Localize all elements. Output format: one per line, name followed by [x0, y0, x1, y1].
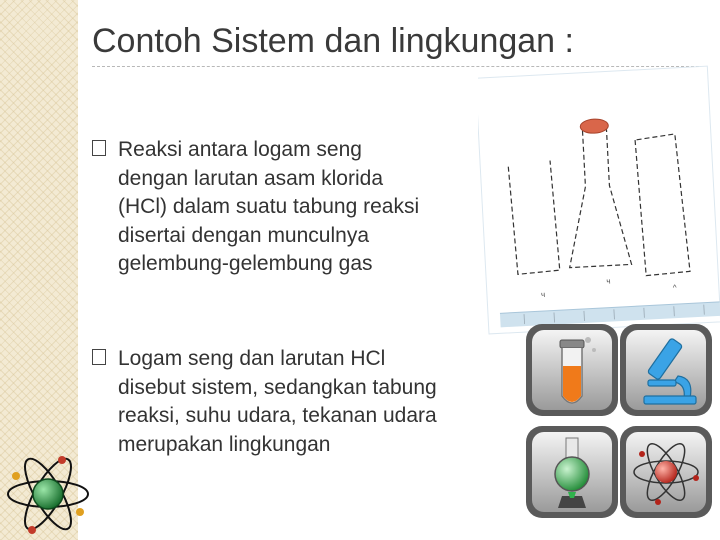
atom-icon [620, 426, 712, 518]
bullet-text: Logam seng dan larutan HCl disebut sistem, sedangkan tabung reaksi, suhu udara, tekanan udara merupakan lingkungan [118, 347, 437, 456]
microscope-icon [620, 324, 712, 416]
test-tube-icon [526, 324, 618, 416]
science-icon-tiles [498, 318, 720, 540]
slide-title: Contoh Sistem dan lingkungan : [92, 22, 574, 60]
flask-icon [526, 426, 618, 518]
svg-text:ч: ч [540, 289, 546, 300]
svg-text:ч: ч [606, 276, 611, 286]
bullet-text: Reaksi antara logam seng dengan larutan asam klorida (HCl) dalam suatu tabung reaksi disertai dengan munculnya gelembung-gelembung gas [118, 138, 420, 275]
bullet-marker-icon [92, 140, 106, 156]
lab-glassware-image [478, 58, 720, 336]
bullet-item [92, 345, 437, 459]
svg-text:^: ^ [672, 283, 677, 293]
atom-decoration-icon [2, 446, 94, 540]
bullet-item [92, 136, 437, 279]
bullet-marker-icon [92, 349, 106, 365]
